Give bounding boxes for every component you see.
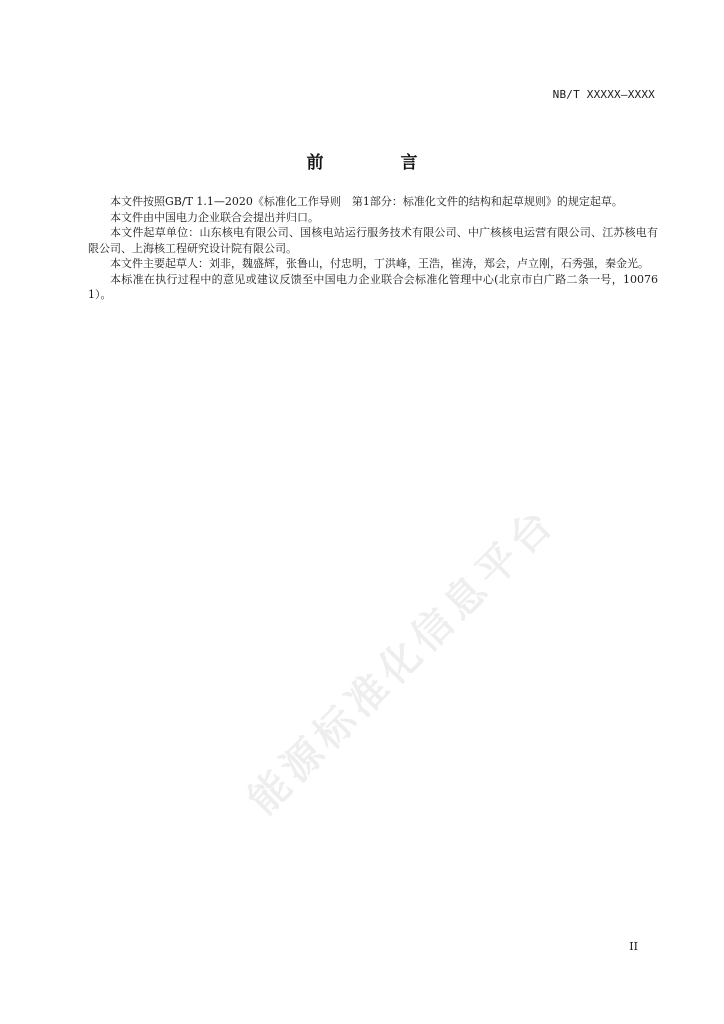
foreword-body bbox=[88, 194, 658, 303]
page-title: 前 言 bbox=[306, 153, 448, 173]
paragraph-drafting-units: 本文件起草单位：山东核电有限公司、国核电站运行服务技术有限公司、中广核核电运营有限公司、江苏核电有限公司、上海核工程研究设计院有限公司。 bbox=[88, 226, 658, 255]
paragraph-proposer: 本文件由中国电力企业联合会提出并归口。 bbox=[110, 210, 319, 224]
page-number: II bbox=[629, 940, 638, 953]
watermark: 能源标准化信息平台 bbox=[239, 498, 566, 824]
paragraph-feedback: 本标准在执行过程中的意见或建议反馈至中国电力企业联合会标准化管理中心(北京市白广路二条一号，100761）。 bbox=[88, 272, 658, 301]
standard-code: NB/T XXXXX—XXXX bbox=[552, 88, 655, 101]
paragraph-drafters: 本文件主要起草人：刘非，魏盛辉，张鲁山，付忠明，丁洪峰，王浩，崔涛，郑会，卢立刚，石秀强，秦金光。 bbox=[110, 257, 649, 270]
paragraph-drafting-rules: 本文件按照GB/T 1.1—2020《标准化工作导则 第1部分：标准化文件的结构和起草规则》的规定起草。 bbox=[110, 195, 623, 208]
